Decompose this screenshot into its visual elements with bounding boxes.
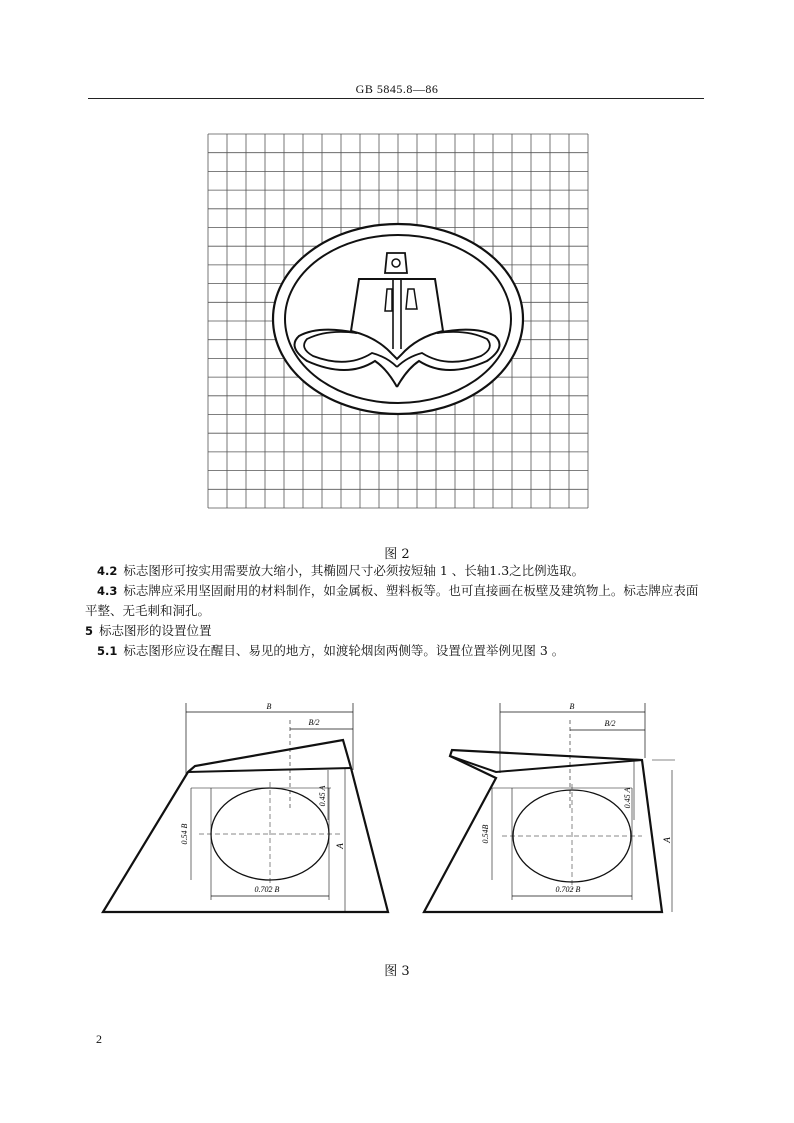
funnel-ring — [392, 259, 400, 267]
paragraph-4-2 — [85, 561, 705, 581]
dim-B: B — [569, 702, 575, 711]
clause-number: 4.2 — [97, 564, 118, 578]
dim-045A: 0.45 A — [623, 787, 632, 809]
dim-054B: 0.54B — [481, 824, 490, 844]
figure-2-caption: 图 2 — [384, 547, 410, 562]
page-header: GB 5845.8—86 — [355, 82, 439, 96]
dim-045A: 0.45 A — [318, 785, 327, 807]
figure-2-emblem — [207, 133, 589, 509]
clause-text: 标志图形应设在醒目、易见的地方，如渡轮烟囱两侧等。设置位置举例见图 3 。 — [123, 643, 565, 658]
figure-3-left — [95, 700, 395, 920]
dim-B-half: B/2 — [308, 718, 320, 727]
funnel-top-edge — [188, 768, 351, 772]
dim-A: A — [662, 837, 672, 843]
page-number: 2 — [96, 1032, 102, 1046]
figure-3-right — [420, 700, 690, 920]
dim-A: A — [335, 843, 345, 849]
funnel-outline — [424, 750, 662, 912]
figure-3-caption: 图 3 — [384, 964, 410, 979]
dim-B-half: B/2 — [604, 719, 616, 728]
clause-number: 5.1 — [97, 644, 118, 658]
dim-0702B: 0.702 B — [555, 885, 581, 894]
section-number: 5 — [85, 624, 94, 638]
clause-text: 标志牌应采用坚固耐用的材料制作，如金属板、塑料板等。也可直接画在板壁及建筑物上。标志牌应表面平整、无毛刺和洞孔。 — [85, 583, 699, 618]
section-title: 标志图形的设置位置 — [99, 623, 212, 638]
paragraph-5-1 — [85, 641, 705, 661]
dim-0702B: 0.702 B — [254, 885, 280, 894]
dim-B: B — [266, 702, 272, 711]
paragraph-4-3 — [85, 581, 705, 620]
header-rule — [88, 98, 704, 99]
clause-text: 标志图形可按实用需要放大缩小，其椭圆尺寸必须按短轴 1 、长轴1.3之比例选取。 — [123, 563, 585, 578]
clause-number: 4.3 — [97, 584, 118, 598]
section-5-heading — [85, 621, 705, 641]
dim-054B: 0.54 B — [180, 823, 189, 845]
